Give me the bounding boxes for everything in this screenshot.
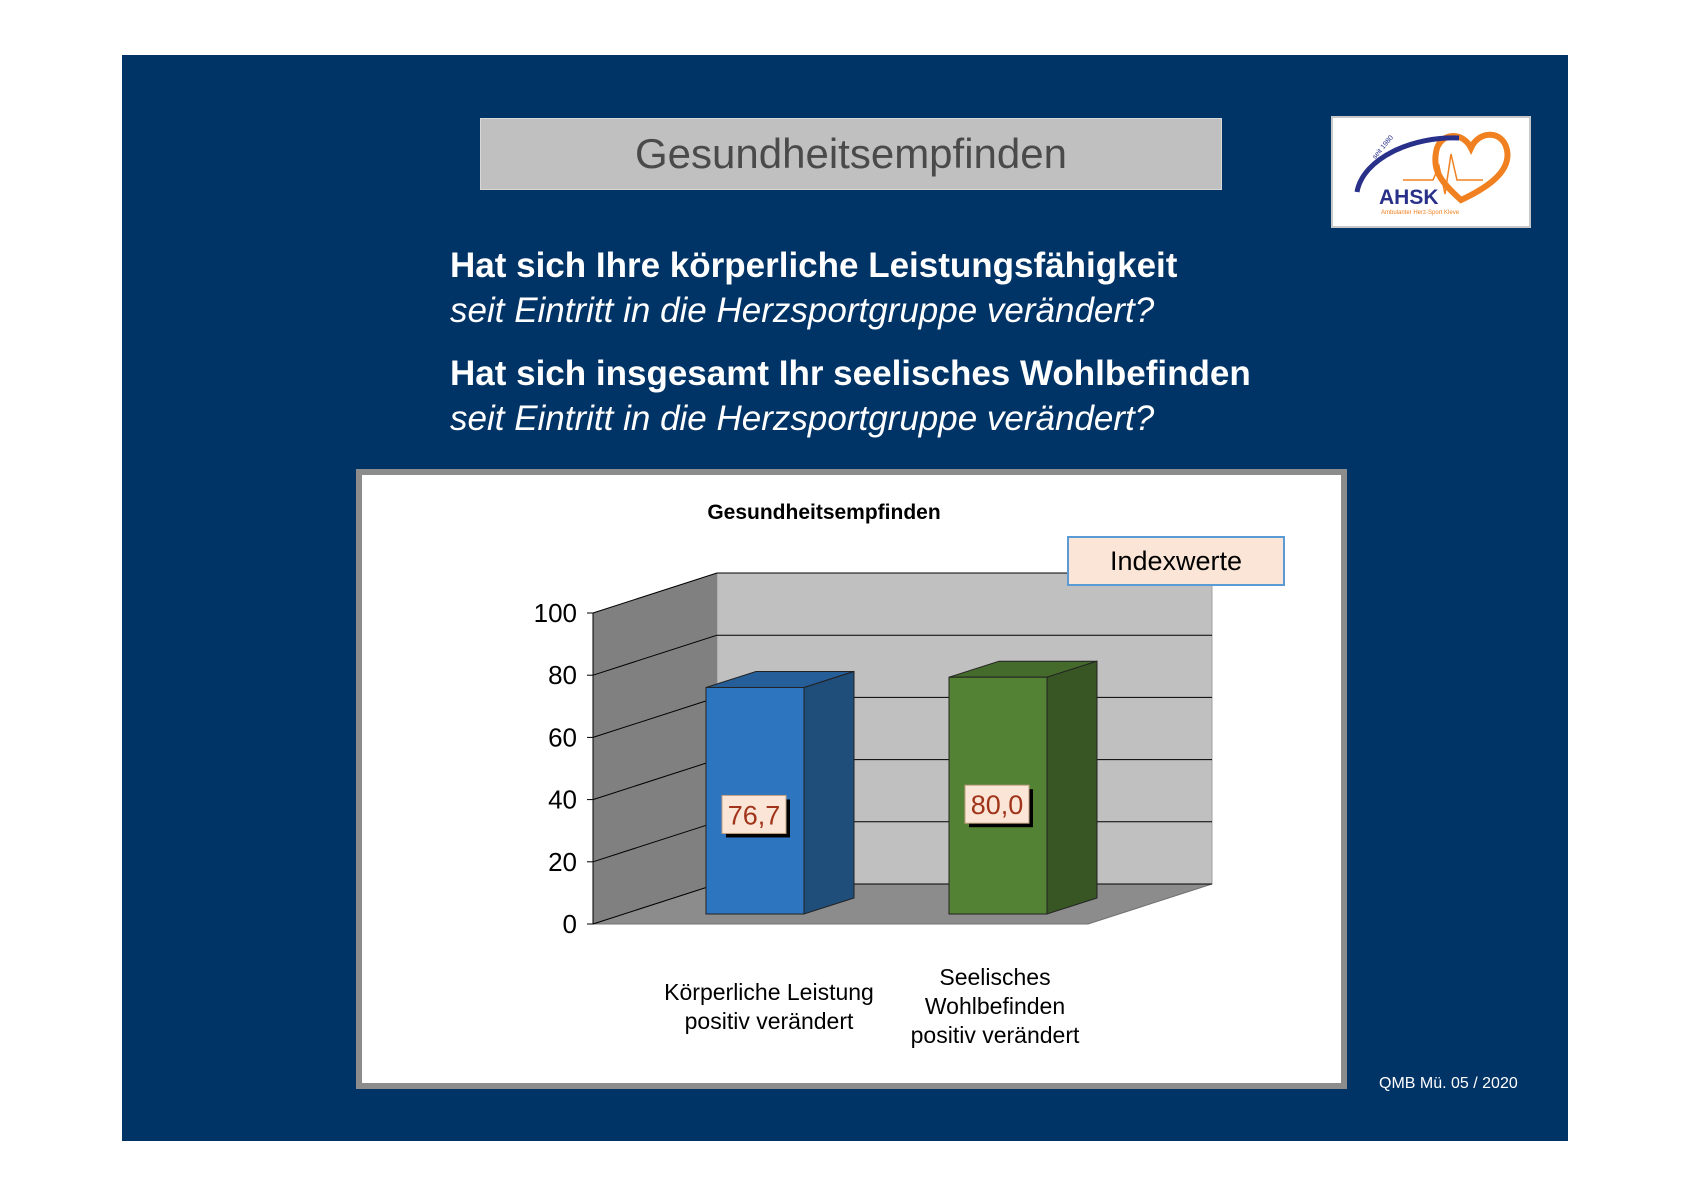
- chart-side-wall: [593, 573, 717, 924]
- question-2-italic: seit Eintritt in die Herzsportgruppe verändert?: [450, 399, 1155, 438]
- chart-frame: [356, 469, 1347, 1089]
- logo-name: AHSK: [1379, 186, 1439, 209]
- x-category-label: positiv verändert: [910, 1022, 1080, 1048]
- ahsk-logo: [1331, 116, 1531, 228]
- legend-label: Indexwerte: [1109, 546, 1243, 576]
- data-label: 76,7: [727, 800, 781, 831]
- y-tick-label: 20: [548, 846, 577, 877]
- chart-title: Gesundheitsempfinden: [707, 501, 941, 524]
- y-tick-label: 60: [548, 722, 577, 753]
- slide-title: Gesundheitsempfinden: [635, 130, 1067, 177]
- y-tick-label: 100: [533, 598, 577, 628]
- bar-chart: [362, 475, 1341, 1083]
- x-category-label: Wohlbefinden: [924, 993, 1066, 1019]
- data-label: 80,0: [970, 790, 1024, 821]
- bar-side: [804, 671, 854, 914]
- bar-side: [1047, 661, 1097, 914]
- y-tick-label: 40: [548, 784, 577, 815]
- x-category-label: Seelisches: [939, 964, 1051, 990]
- footer-text: QMB Mü. 05 / 2020: [1379, 1075, 1518, 1092]
- x-category-label: positiv verändert: [684, 1008, 854, 1034]
- logo-subtitle: Ambulanter Herz-Sport Kleve: [1381, 210, 1460, 216]
- question-1-bold: Hat sich Ihre körperliche Leistungsfähigkeit: [450, 246, 1178, 285]
- x-category-label: Körperliche Leistung: [664, 979, 874, 1005]
- y-tick-label: 0: [562, 909, 577, 939]
- question-1-italic: seit Eintritt in die Herzsportgruppe verändert?: [450, 291, 1155, 330]
- question-2-bold: Hat sich insgesamt Ihr seelisches Wohlbefinden: [450, 354, 1251, 393]
- slide-title-box: [480, 118, 1222, 190]
- y-tick-label: 80: [548, 660, 577, 691]
- logo-since-text: seit 1980: [1371, 134, 1396, 161]
